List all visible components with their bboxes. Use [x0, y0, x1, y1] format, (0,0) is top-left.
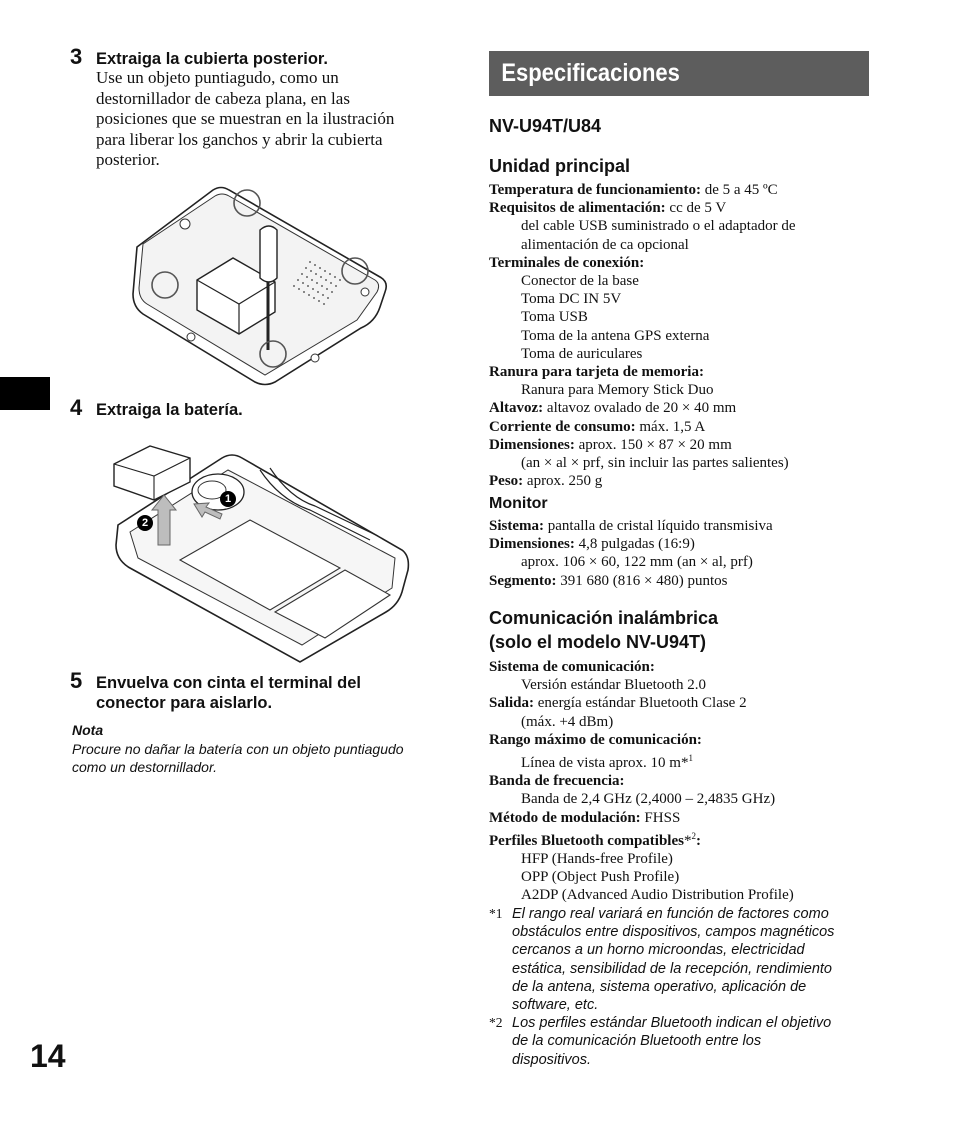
spec-line: del cable USB suministrado o el adaptador de [521, 218, 796, 235]
footnote-mark: *2 [489, 1015, 503, 1031]
spec-line: Toma DC IN 5V [521, 291, 622, 308]
line: para liberar los ganchos y abrir la cubierta [96, 129, 383, 149]
spec-line: alimentación de ca opcional [521, 236, 689, 253]
line: Procure no dañar la batería con un objeto puntiagudo [72, 741, 404, 757]
line: El rango real variará en función de factores como [512, 906, 829, 922]
model-heading: NV-U94T/U84 [489, 116, 602, 136]
unit-heading: Unidad principal [489, 156, 631, 176]
spec-temp: Temperatura de funcionamiento: de 5 a 45 ºC [489, 182, 778, 198]
line: cercanos a un horno microondas, electricidad [512, 942, 805, 959]
spec-system: Sistema: pantalla de cristal líquido transmisiva [489, 518, 773, 534]
spec-band: Banda de frecuencia: [489, 773, 625, 790]
footnote-text [512, 905, 834, 1014]
line: dispositivos. [512, 1051, 591, 1068]
spec-line: Línea de vista aprox. 10 m*$^1$ [521, 753, 693, 772]
footnote-text [512, 1014, 831, 1069]
spec-line: HFP (Hands-free Profile) [521, 851, 673, 868]
side-tab [0, 377, 50, 410]
spec-power: Requisitos de alimentación: cc de 5 V [489, 200, 727, 217]
line: de la comunicación Bluetooth entre los [512, 1033, 762, 1050]
line: (solo el modelo NV-U94T) [489, 632, 707, 652]
spec-line: A2DP (Advanced Audio Distribution Profile) [521, 887, 794, 904]
spec-line: Versión estándar Bluetooth 2.0 [521, 677, 706, 694]
line: estática, sensibilidad de la recepción, rendimiento [512, 960, 832, 977]
spec-slot: Ranura para tarjeta de memoria: [489, 364, 704, 381]
step-3-number: 3 [70, 44, 83, 69]
line: posterior. [96, 150, 160, 169]
spec-line: aprox. 106 × 60, 122 mm (an × al, prf) [521, 554, 753, 571]
back-cover-illustration [125, 182, 395, 387]
spec-line: Ranura para Memory Stick Duo [521, 382, 714, 399]
spec-line: Banda de 2,4 GHz (2,4000 – 2,4835 GHz) [521, 791, 776, 808]
spec-terminals: Terminales de conexión: [489, 254, 645, 271]
footnotes [489, 905, 879, 1069]
spec-range: Rango máximo de comunicación: [489, 731, 702, 748]
line: como un destornillador. [72, 759, 218, 775]
step-5-title [96, 673, 361, 713]
battery-removal-illustration [110, 440, 415, 665]
line: software, etc. [512, 997, 599, 1014]
line: Comunicación inalámbrica [489, 608, 719, 628]
step-3-title: Extraiga la cubierta posterior. [96, 50, 328, 68]
line: Los perfiles estándar Bluetooth indican el objetivo [512, 1015, 832, 1032]
battery-drawing [110, 440, 415, 665]
spec-speaker: Altavoz: altavoz ovalado de 20 × 40 mm [489, 400, 737, 417]
note-text [72, 740, 404, 776]
line: obstáculos entre dispositivos, campos magnéticos [512, 924, 835, 941]
unit-specs [489, 181, 909, 490]
specs-title-bar [489, 51, 869, 96]
step-4-number: 4 [70, 395, 83, 420]
spec-line: Toma de la antena GPS externa [521, 327, 710, 344]
footnote-2 [489, 1014, 879, 1069]
monitor-specs [489, 517, 909, 590]
spec-output: Salida: energía estándar Bluetooth Clase 2 [489, 695, 747, 712]
page-number: 14 [30, 1038, 66, 1074]
wireless-specs [489, 658, 909, 905]
spec-modulation: Método de modulación: FHSS [489, 809, 681, 826]
callout-1: 1 [220, 491, 236, 507]
spec-line: Toma USB [521, 309, 588, 326]
step-4-title: Extraiga la batería. [96, 401, 243, 419]
callout-2: 2 [137, 515, 153, 531]
spec-weight: Peso: aprox. 250 g [489, 473, 603, 490]
line: posiciones que se muestran en la ilustración [96, 109, 395, 128]
spec-profiles: Perfiles Bluetooth compatibles*$^2$: [489, 830, 701, 849]
spec-dimensions: Dimensiones: aprox. 150 × 87 × 20 mm [489, 436, 732, 453]
note-label: Nota [72, 722, 104, 738]
wireless-heading [489, 606, 718, 654]
spec-line: Conector de la base [521, 273, 639, 290]
spec-line: (máx. +4 dBm) [521, 713, 614, 730]
spec-comm: Sistema de comunicación: [489, 659, 655, 675]
monitor-heading: Monitor [489, 495, 548, 512]
spec-line: Toma de auriculares [521, 345, 643, 362]
line: de la antena, sistema operativo, aplicación de [512, 978, 807, 995]
specs-title: Especificaciones [501, 59, 680, 87]
line: conector para aislarlo. [96, 694, 273, 712]
line: destornillador de cabeza plana, en las [96, 88, 350, 108]
line: Envuelva con cinta el terminal del [96, 674, 362, 692]
spec-current: Corriente de consumo: máx. 1,5 A [489, 418, 706, 435]
spec-line: (an × al × prf, sin incluir las partes salientes) [521, 455, 789, 472]
line: Use un objeto puntiagudo, como un [96, 68, 339, 87]
spec-line: OPP (Object Push Profile) [521, 869, 680, 886]
step-3-text [96, 68, 466, 171]
footnote-1 [489, 905, 879, 1014]
spec-segment: Segmento: 391 680 (816 × 480) puntos [489, 572, 728, 589]
footnote-mark: *1 [489, 906, 503, 921]
step-5-number: 5 [70, 668, 83, 693]
spec-monitor-dim: Dimensiones: 4,8 pulgadas (16:9) [489, 536, 695, 553]
